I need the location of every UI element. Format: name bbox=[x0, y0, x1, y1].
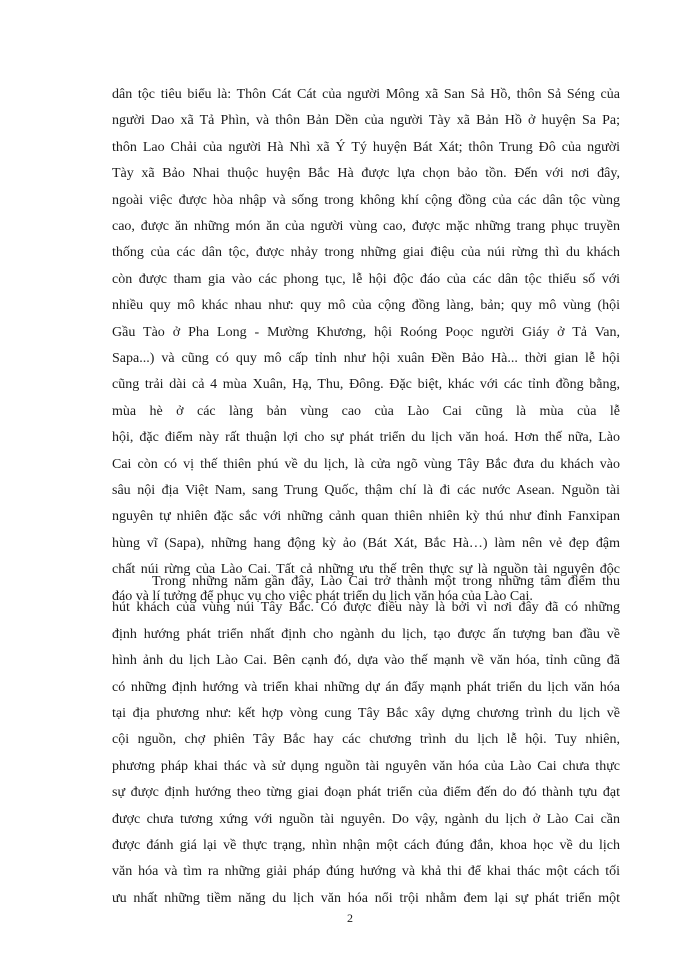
paragraph-1-line: Sapa...) và cũng có quy mô cấp tỉnh như hội xuân Đền Bảo Hà... thời gian lễ hội bbox=[112, 351, 620, 366]
paragraph-1-line: ngoài việc được hòa nhập và sống trong không khí cộng đồng của các dân tộc vùng bbox=[112, 192, 620, 208]
paragraph-2-line: ưu nhất những tiềm năng du lịch văn hóa nổi trội nhằm đem lại sự phát triển một bbox=[112, 890, 620, 906]
paragraph-1-line: Cai còn có vị thế thiên phú về du lịch, là cửa ngõ vùng Tây Bắc đưa du khách vào bbox=[112, 456, 620, 472]
paragraph-1-line: thống của các dân tộc, được nhảy trong những giai điệu của núi rừng thì du khách bbox=[112, 245, 620, 261]
paragraph-2-line: hút khách của vùng núi Tây Bắc. Có được điều này là bởi vì nơi đây đã có những bbox=[112, 600, 620, 616]
paragraph-1-line: Tày xã Bảo Nhai thuộc huyện Bắc Hà được lựa chọn bảo tồn. Đến với nơi đây, bbox=[112, 166, 620, 182]
page-number: 2 bbox=[347, 911, 353, 925]
paragraph-1-line: hội, đặc điểm này rất thuận lợi cho sự phát triển du lịch văn hoá. Hơn thế nữa, Lào bbox=[112, 430, 620, 446]
paragraph-2-line: được chưa tương xứng với nguồn tài nguyên. Do vậy, ngành du lịch ở Lào Cai cần bbox=[112, 811, 620, 827]
paragraph-1-line: dân tộc tiêu biểu là: Thôn Cát Cát của người Mông xã San Sả Hồ, thôn Sả Séng của bbox=[112, 87, 620, 102]
paragraph-1-line: cũng trải dài cả 4 mùa Xuân, Hạ, Thu, Đông. Đặc biệt, khác với các tỉnh đồng bằng, bbox=[112, 377, 620, 393]
paragraph-1-line: sâu nội địa Việt Nam, sang Trung Quốc, thậm chí là đi các nước Asean. Nguồn tài bbox=[112, 483, 620, 498]
paragraph-2-line: tại địa phương như: kết hợp vòng cung Tây Bắc xây dựng chương trình du lịch về bbox=[112, 706, 620, 721]
paragraph-1-line: đáo và lí tưởng để phục vụ cho việc phát triển du lịch văn hóa của Lào Cai. bbox=[112, 588, 533, 604]
paragraph-2-line: hình ảnh du lịch Lào Cai. Bên cạnh đó, dựa vào thế mạnh về văn hóa, tỉnh cũng đã bbox=[112, 653, 620, 669]
paragraph-1-line: mùa hè ở các làng bản vùng cao của Lào Cai cũng là mùa của lễ bbox=[112, 403, 620, 419]
paragraph-1-line: cao, được ăn những món ăn của người vùng cao, được mặc những trang phục truyền bbox=[112, 219, 620, 234]
paragraph-1-line: người Dao xã Tả Phìn, và thôn Bản Dền của người Tày xã Bản Hồ ở huyện Sa Pa; bbox=[112, 113, 620, 129]
paragraph-2-line: phương pháp khai thác và sử dụng nguồn tài nguyên văn hóa của Lào Cai chưa thực bbox=[112, 758, 620, 774]
paragraph-1-line: Gầu Tào ở Pha Long - Mường Khương, hội Roóng Poọc người Giáy ở Tả Van, bbox=[112, 324, 620, 340]
paragraph-2-line: có những định hướng và triển khai những dự án đẩy mạnh phát triển du lịch văn hóa bbox=[112, 679, 620, 695]
paragraph-1-line: nguyên tự nhiên đặc sắc với những cảnh quan thiên nhiên kỳ thú như đỉnh Fanxipan bbox=[112, 509, 620, 525]
paragraph-1-line: hùng vĩ (Sapa), những hang động kỳ ảo (Bát Xát, Bắc Hà…) làm nên vẻ đẹp đậm bbox=[112, 535, 620, 551]
paragraph-2-line: sự được định hướng theo từng giai đoạn phát triển của điểm đến do đó thành tựu đạt bbox=[112, 785, 620, 801]
paragraph-1-line: còn được tham gia vào các phong tục, lễ hội độc đáo của các dân tộc thiểu số với bbox=[112, 271, 620, 287]
paragraph-2-line: được đánh giá lại về thực trạng, nhìn nhận một cách đúng đắn, khoa học về du lịch bbox=[112, 838, 620, 853]
paragraph-2-line: văn hóa và tìm ra những giải pháp đúng hướng và khả thi để khai thác một cách tối bbox=[112, 864, 620, 880]
paragraph-2-line: Trong những năm gần đây, Lào Cai trở thành một trong những tâm điểm thu bbox=[152, 574, 620, 589]
paragraph-2-line: cội nguồn, chợ phiên Tây Bắc hay các chương trình du lịch lễ hội. Tuy nhiên, bbox=[112, 732, 620, 748]
paragraph-1-line: chất núi rừng của Lào Cai. Tất cả những ưu thế trên thực sự là nguồn tài nguyên độc bbox=[112, 562, 620, 578]
paragraph-1-line: nhiều quy mô khác nhau như: quy mô của cộng đồng làng, bản; quy mô vùng (hội bbox=[112, 298, 620, 314]
paragraph-1-line: thôn Lao Chải của người Hà Nhì xã Ý Tý huyện Bát Xát; thôn Trung Đô của người bbox=[112, 139, 620, 155]
paragraph-2-line: định hướng phát triển nhất định cho ngành du lịch, tạo được ấn tượng ban đầu về bbox=[112, 626, 620, 642]
